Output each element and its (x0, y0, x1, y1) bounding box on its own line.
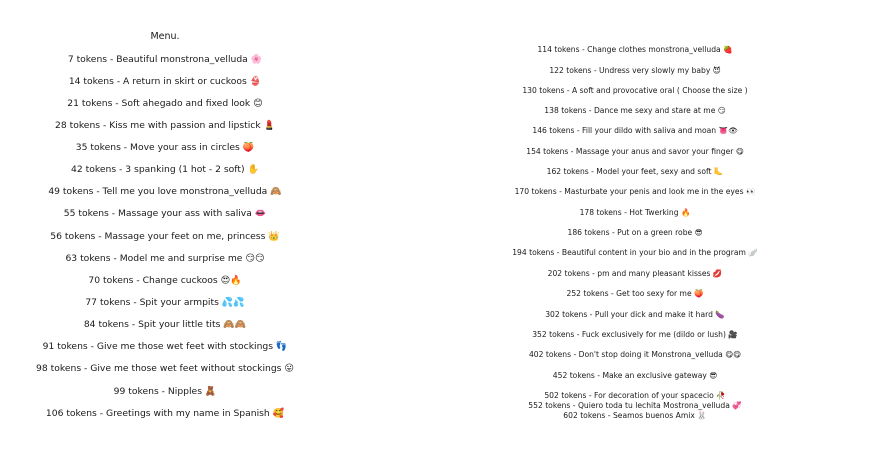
menu-item-right-4: 146 tokens - Fill your dildo with saliva and moan 👅👁 (532, 126, 738, 135)
menu-item-left-7: 55 tokens - Massage your ass with saliva 👄 (63, 208, 267, 219)
menu-item-right-15: 402 tokens - Don't stop doing it Monstrona_velluda 😋😋 (528, 350, 742, 359)
menu-item-left-10: 70 tokens - Change cuckoos 😍🔥 (88, 275, 242, 286)
menu-item-right-12: 252 tokens - Get too sexy for me 🍑 (566, 289, 704, 298)
menu-item-right-14: 352 tokens - Fuck exclusively for me (dildo or lush) 🎥 (532, 330, 738, 339)
menu-item-left-1: 14 tokens - A return in skirt or cuckoos 👙 (68, 76, 262, 87)
menu-item-right-11: 202 tokens - pm and many pleasant kisses 💋 (547, 269, 723, 278)
menu-item-right-0: 114 tokens - Change clothes monstrona_velluda 🍓 (537, 45, 733, 54)
menu-item-right-8: 178 tokens - Hot Twerking 🔥 (579, 208, 691, 217)
menu-item-right-9: 186 tokens - Put on a green robe 😎 (567, 228, 703, 237)
menu-item-left-2: 21 tokens - Soft ahegado and fixed look 😊 (67, 98, 263, 109)
menu-item-left-14: 98 tokens - Give me those wet feet without stockings 😛 (36, 363, 294, 374)
menu-item-left-11: 77 tokens - Spit your armpits 💦💦 (85, 297, 245, 308)
menu-item-right-5: 154 tokens - Massage your anus and savor your finger 😋 (526, 147, 744, 156)
menu-item-left-3: 28 tokens - Kiss me with passion and lipstick 💄 (54, 120, 276, 131)
menu-item-right-7: 170 tokens - Masturbate your penis and look me in the eyes 👀 (514, 187, 756, 196)
menu-item-right-18: 552 tokens - Quiero toda tu lechita Mostrona_velluda 💞 (528, 401, 742, 410)
menu-item-right-3: 138 tokens - Dance me sexy and stare at me 😏 (544, 106, 726, 115)
menu-item-right-2: 130 tokens - A soft and provocative oral ( Choose the size ) (522, 86, 748, 95)
menu-item-left-8: 56 tokens - Massage your feet on me, princess 👑 (50, 231, 280, 242)
menu-item-left-15: 99 tokens - Nipples 🧸 (113, 386, 217, 397)
menu-item-right-6: 162 tokens - Model your feet, sexy and soft 🦶 (546, 167, 724, 176)
menu-item-right-17: 502 tokens - For decoration of your spacecio 🥀 (544, 391, 726, 400)
menu-item-right-19: 602 tokens - Seamos buenos Amix 🐰 (563, 411, 707, 420)
menu-item-right-1: 122 tokens - Undress very slowly my baby 😈 (549, 66, 721, 75)
menu-item-left-4: 35 tokens - Move your ass in circles 🍑 (75, 142, 255, 153)
menu-item-right-10: 194 tokens - Beautiful content in your bio and in the program 🪽 (512, 248, 758, 257)
menu-item-right-16: 452 tokens - Make an exclusive gateway 😎 (552, 371, 718, 380)
menu-item-left-5: 42 tokens - 3 spanking (1 hot - 2 soft) ✋ (71, 164, 259, 175)
menu-item-left-16: 106 tokens - Greetings with my name in Spanish 🥰 (45, 408, 285, 419)
menu-item-left-6: 49 tokens - Tell me you love monstrona_velluda 🙈 (48, 186, 282, 197)
menu-item-right-13: 302 tokens - Pull your dick and make it hard 🍆 (545, 310, 725, 319)
menu-item-left-9: 63 tokens - Model me and surprise me 😏😏 (65, 253, 265, 264)
menu-item-left-13: 91 tokens - Give me those wet feet with stockings 👣 (42, 341, 288, 352)
menu-title: Menu. (150, 31, 180, 42)
menu-item-left-0: 7 tokens - Beautiful monstrona_velluda 🌸 (67, 54, 263, 65)
menu-item-left-12: 84 tokens - Spit your little tits 🙈🙈 (83, 319, 247, 330)
